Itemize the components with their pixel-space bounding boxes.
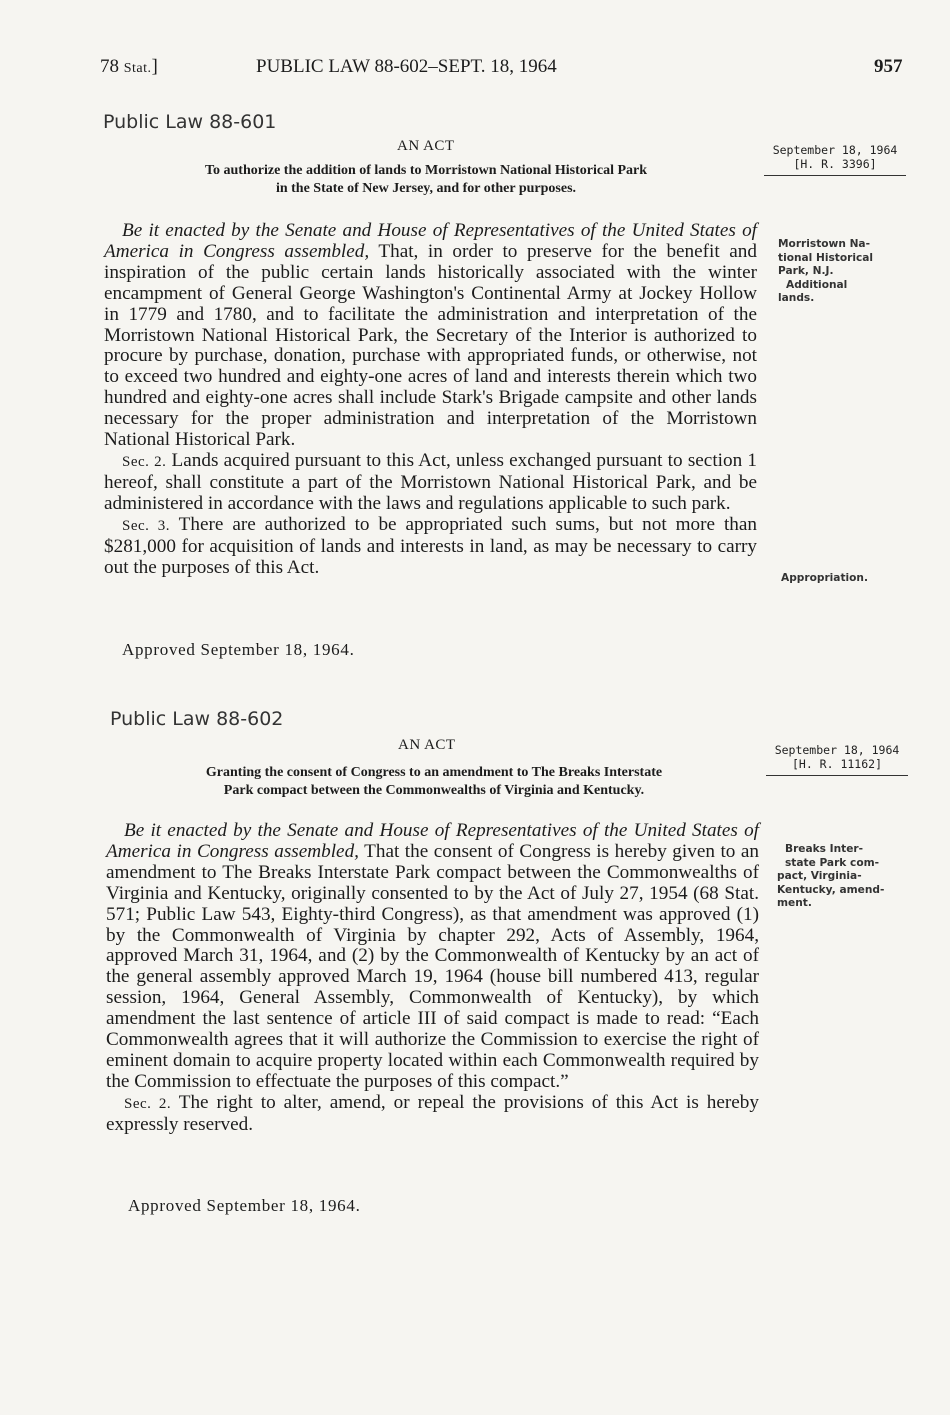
section-2: Sec. 2. Lands acquired pursuant to this Act, unless exchanged pursuant to section 1 hereof, shall constitute a part of the Morristown National Historical Park, and be administered in accordance with the laws and regulations applicable to such park. xyxy=(104,449,757,514)
act-body xyxy=(104,221,757,578)
section-3: Sec. 3. There are authorized to be appropriated such sums, but not more than $281,000 for acquisition of lands and interests in land, as may be necessary to carry out the purposes of this Act. xyxy=(104,513,757,578)
act-purpose: Granting the consent of Congress to an amendment to The Breaks Interstate Park compact between the Commonwealths of Virginia and Kentucky. xyxy=(205,765,663,798)
margin-note: Morristown Na- tional Historical Park, N.J. Additional lands. xyxy=(778,238,874,304)
an-act-heading: AN ACT xyxy=(398,737,456,753)
enactment-date: September 18, 1964 [H. R. 11162] xyxy=(774,743,900,771)
running-head-title: PUBLIC LAW 88-602–SEPT. 18, 1964 xyxy=(256,56,557,77)
act-body xyxy=(106,821,759,1136)
section-1: Be it enacted by the Senate and House of Representatives of the United States of America in Congress assembled, That the consent of Congress is hereby given to an amendment to The Breaks Interstate Park compact between the Commonwealths of Virginia and Kentucky, originally consented to by the Act of July 27, 1954 (68 Stat. 571; Public Law 543, Eighty-third Congress), as that amendment was approved (1) by the Commonwealth of Virginia by chapter 292, Acts of Assembly, 1964, approved March 31, 1964, and (2) by the Commonwealth of Kentucky by an act of the general assembly approved March 19, 1964 (house bill numbered 413, regular session, 1964, General Assembly, Commonwealth of Kentucky), by which amendment the last sentence of article III of said compact is made to read: “Each Commonwealth agrees that it will authorize the Commission to exercise the right of eminent domain to acquire property located within each Commonwealth required by the Commission to effectuate the purposes of this compact.” xyxy=(106,820,759,1092)
law-title: Public Law 88-602 xyxy=(110,708,284,730)
approval-line: Approved September 18, 1964. xyxy=(128,1196,361,1215)
approval-line: Approved September 18, 1964. xyxy=(122,640,355,659)
section-2: Sec. 2. The right to alter, amend, or repeal the provisions of this Act is hereby expressly reserved. xyxy=(106,1091,759,1135)
page-number: 957 xyxy=(874,56,903,77)
act-purpose: To authorize the addition of lands to Morristown National Historical Park in the State of New Jersey, and for other purposes. xyxy=(204,163,648,196)
law-title: Public Law 88-601 xyxy=(103,111,277,133)
running-head-stat: 78 Stat.] xyxy=(100,56,158,77)
divider xyxy=(766,775,908,776)
section-1: Be it enacted by the Senate and House of Representatives of the United States of America in Congress assembled, That, in order to preserve for the benefit and inspiration of the public certain lands historically associated with the winter encampment of General George Washington's Continental Army at Jockey Hollow in 1779 and 1780, and to facilitate the administration and interpretation of the Morristown National Historical Park, the Secretary of the Interior is authorized to procure by purchase, donation, purchase with appropriated funds, or otherwise, not to exceed two hundred and eighty-one acres of land and interests therein which two hundred and eighty-one acres shall include Stark's Brigade campsite and other lands necessary for the proper administration and interpretation of the Morristown National Historical Park. xyxy=(104,220,757,451)
margin-note: Breaks Inter- state Park com- pact, Virginia- Kentucky, amend- ment. xyxy=(777,843,885,909)
enactment-date: September 18, 1964 [H. R. 3396] xyxy=(772,143,898,171)
enacting-clause: Be it enacted by the Senate and House of Representatives of the United States of America in Congress assembled, xyxy=(104,220,757,262)
divider xyxy=(764,175,906,176)
margin-note: Appropriation. xyxy=(781,572,868,584)
enacting-clause: Be it enacted by the Senate and House of Representatives of the United States of America in Congress assembled, xyxy=(106,820,759,862)
an-act-heading: AN ACT xyxy=(397,138,455,154)
